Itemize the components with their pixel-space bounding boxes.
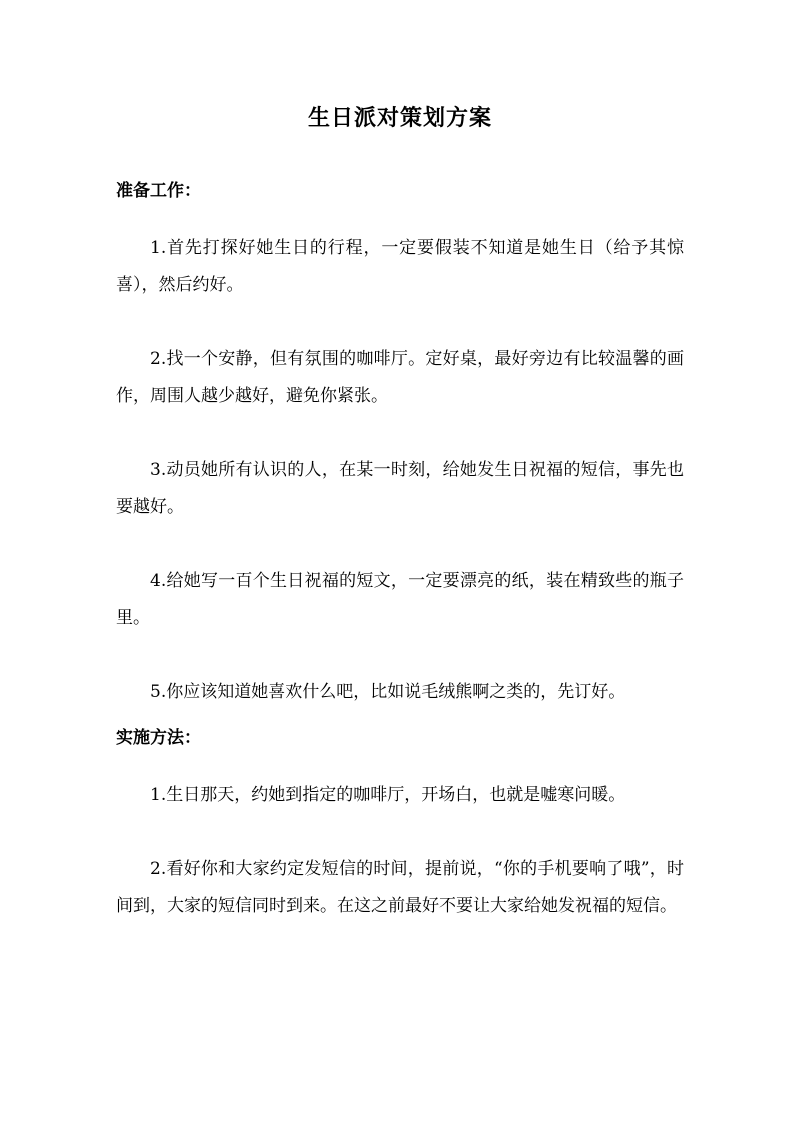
section-method (116, 721, 684, 925)
method-item-2: 2.看好你和大家约定发短信的时间，提前说，“你的手机要响了哦”，时间到，大家的短信同时到来。在这之前最好不要让大家给她发祝福的短信。 (116, 859, 684, 916)
section-heading-method: 实施方法： (116, 728, 201, 748)
preparation-item-4: 4.给她写一百个生日祝福的短文，一定要漂亮的纸，装在精致些的瓶子里。 (116, 571, 684, 628)
preparation-item-1: 1.首先打探好她生日的行程，一定要假装不知道是她生日（给予其惊喜），然后约好。 (116, 238, 684, 295)
preparation-item-3: 3.动员她所有认识的人，在某一时刻，给她发生日祝福的短信，事先也要越好。 (116, 460, 684, 517)
document-title: 生日派对策划方案 (307, 106, 492, 131)
section-heading-preparation: 准备工作： (116, 181, 201, 201)
section-preparation (116, 174, 684, 711)
preparation-item-5: 5.你应该知道她喜欢什么吧，比如说毛绒熊啊之类的，先订好。 (150, 682, 626, 702)
method-item-1: 1.生日那天，约她到指定的咖啡厅，开场白，也就是嘘寒问暖。 (150, 785, 626, 805)
preparation-item-2: 2.找一个安静，但有氛围的咖啡厅。定好桌，最好旁边有比较温馨的画作，周围人越少越好，避免你紧张。 (116, 349, 684, 406)
